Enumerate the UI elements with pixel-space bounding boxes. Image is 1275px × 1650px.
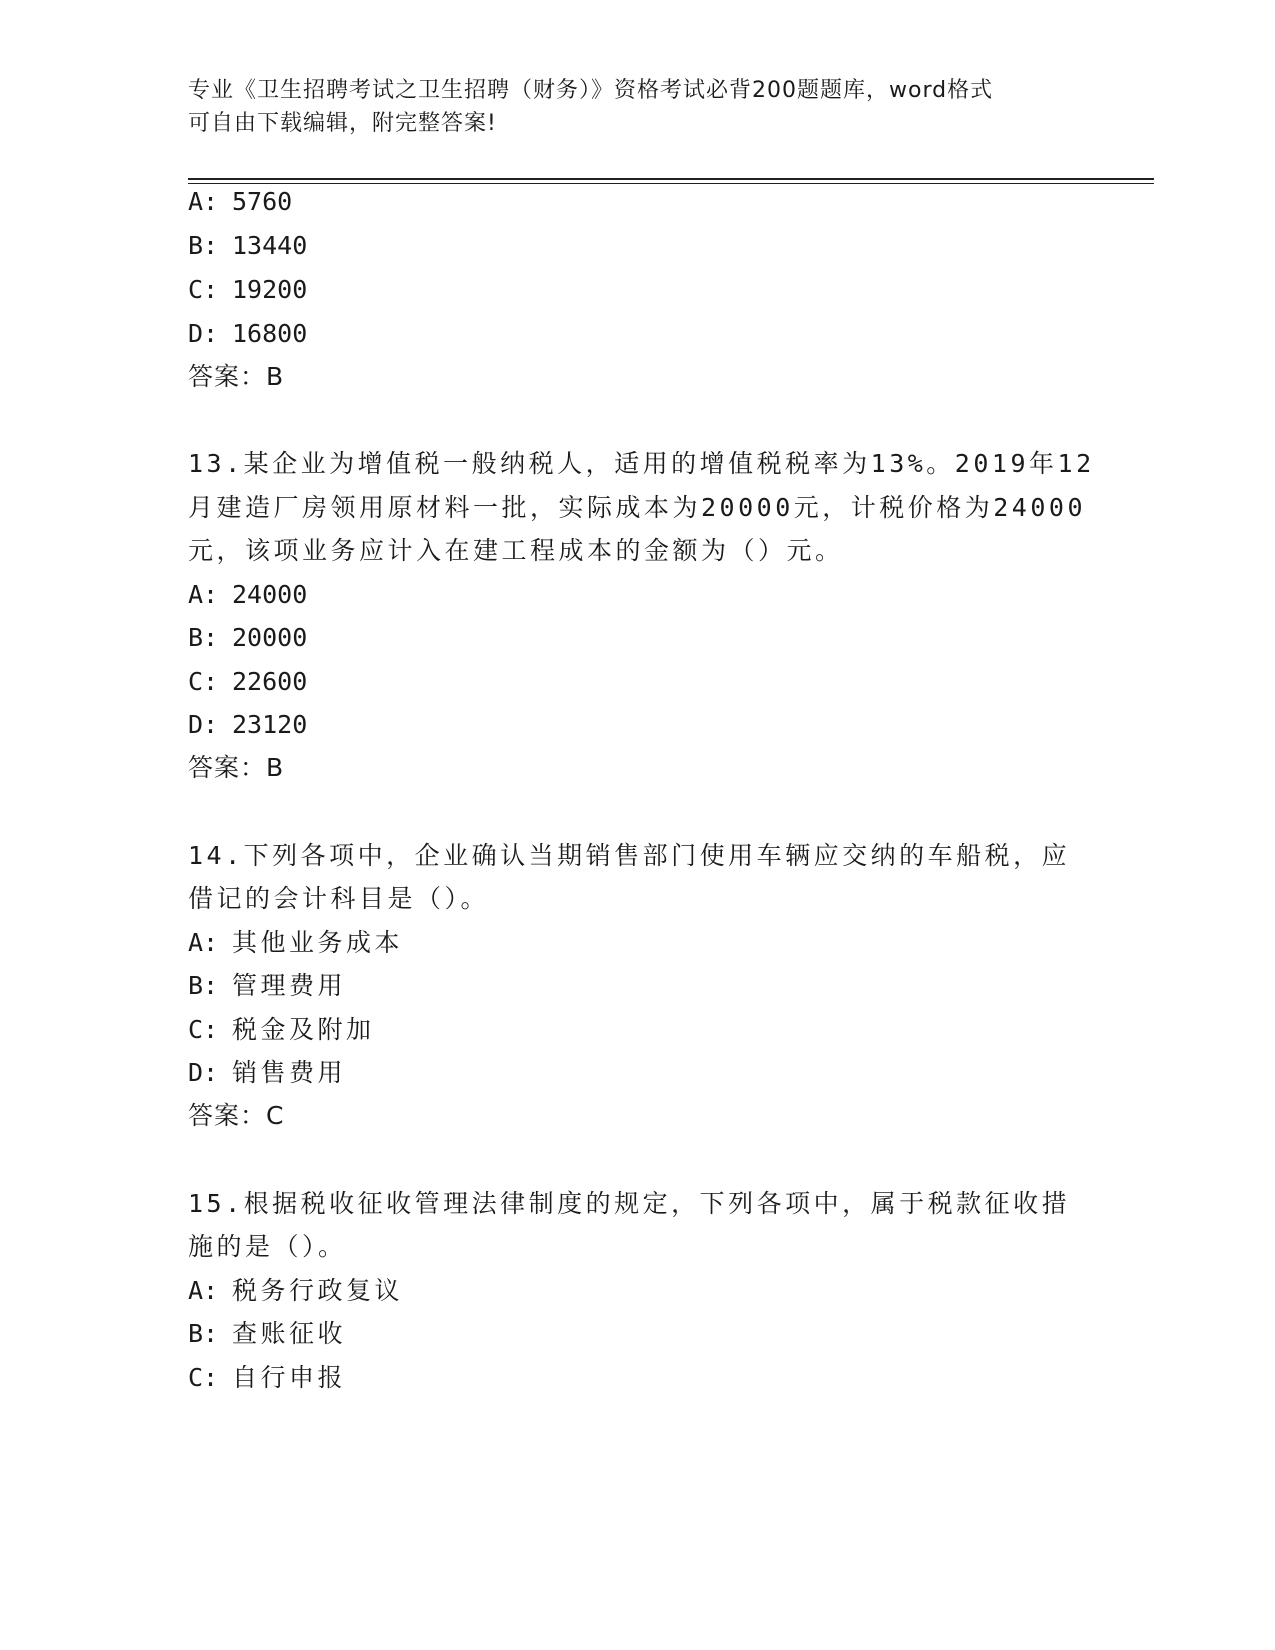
option-letter: D: [188,710,219,739]
q13-option-c [188,665,307,699]
option-text: 23120 [232,710,308,739]
header-line-2: 可自由下载编辑，附完整答案! [188,111,497,136]
option-letter: A: [188,1276,219,1305]
option-text: 税务行政复议 [232,1276,404,1305]
option-text: 5760 [232,187,293,216]
option-text: 20000 [232,623,308,652]
q14-option-b [188,969,346,1003]
q15-option-c [188,1361,346,1395]
q14-option-d [188,1056,346,1090]
q13-option-b [188,621,307,655]
option-letter: C: [188,275,219,304]
option-letter: B: [188,231,219,260]
q14-option-a [188,926,403,960]
q13-stem-line-1: 13.某企业为增值税一般纳税人，适用的增值税税率为13%。2019年12 [188,449,1095,478]
option-text: 销售费用 [232,1058,347,1087]
q15-stem-line-1: 15.根据税收征收管理法律制度的规定，下列各项中，属于税款征收措 [188,1189,1071,1218]
option-letter: B: [188,971,219,1000]
option-text: 其他业务成本 [232,928,404,957]
option-letter: C: [188,1363,219,1392]
q12-option-b [188,229,307,263]
q14-stem-line-1: 14.下列各项中，企业确认当期销售部门使用车辆应交纳的车船税，应 [188,841,1071,870]
option-text: 自行申报 [232,1363,347,1392]
option-text: 13440 [232,231,308,260]
option-text: 16800 [232,319,308,348]
q13-stem-line-3: 元，该项业务应计入在建工程成本的金额为（）元。 [188,536,844,565]
option-letter: C: [188,667,219,696]
q13-option-a [188,578,307,612]
option-letter: A: [188,187,219,216]
header-divider-thick [188,178,1154,180]
q12-option-a [188,185,292,219]
q15-option-a [188,1274,403,1308]
option-letter: D: [188,319,219,348]
option-text: 管理费用 [232,971,347,1000]
header-line-1: 专业《卫生招聘考试之卫生招聘（财务）》资格考试必背200题题库，word格式 [188,78,994,103]
q14-option-c [188,1013,375,1047]
document-header [188,74,1088,140]
option-text: 24000 [232,580,308,609]
q15-stem-line-2: 施的是（）。 [188,1232,347,1261]
q13-stem-line-2: 月建造厂房领用原材料一批，实际成本为20000元，计税价格为24000 [188,493,1087,522]
option-letter: A: [188,928,219,957]
option-letter: C: [188,1015,219,1044]
q14-stem-line-2: 借记的会计科目是（）。 [188,884,490,913]
header-divider-thin [188,183,1154,184]
q12-answer: 答案：B [188,362,285,391]
option-letter: D: [188,1058,219,1087]
option-text: 19200 [232,275,308,304]
q12-option-d [188,317,307,351]
option-letter: A: [188,580,219,609]
option-text: 22600 [232,667,308,696]
q13-option-d [188,708,307,742]
option-letter: B: [188,623,219,652]
q14-answer: 答案：C [188,1101,285,1130]
q15-option-b [188,1317,346,1351]
option-letter: B: [188,1319,219,1348]
option-text: 查账征收 [232,1319,347,1348]
q13-answer: 答案：B [188,753,285,782]
q12-option-c [188,273,307,307]
option-text: 税金及附加 [232,1015,375,1044]
